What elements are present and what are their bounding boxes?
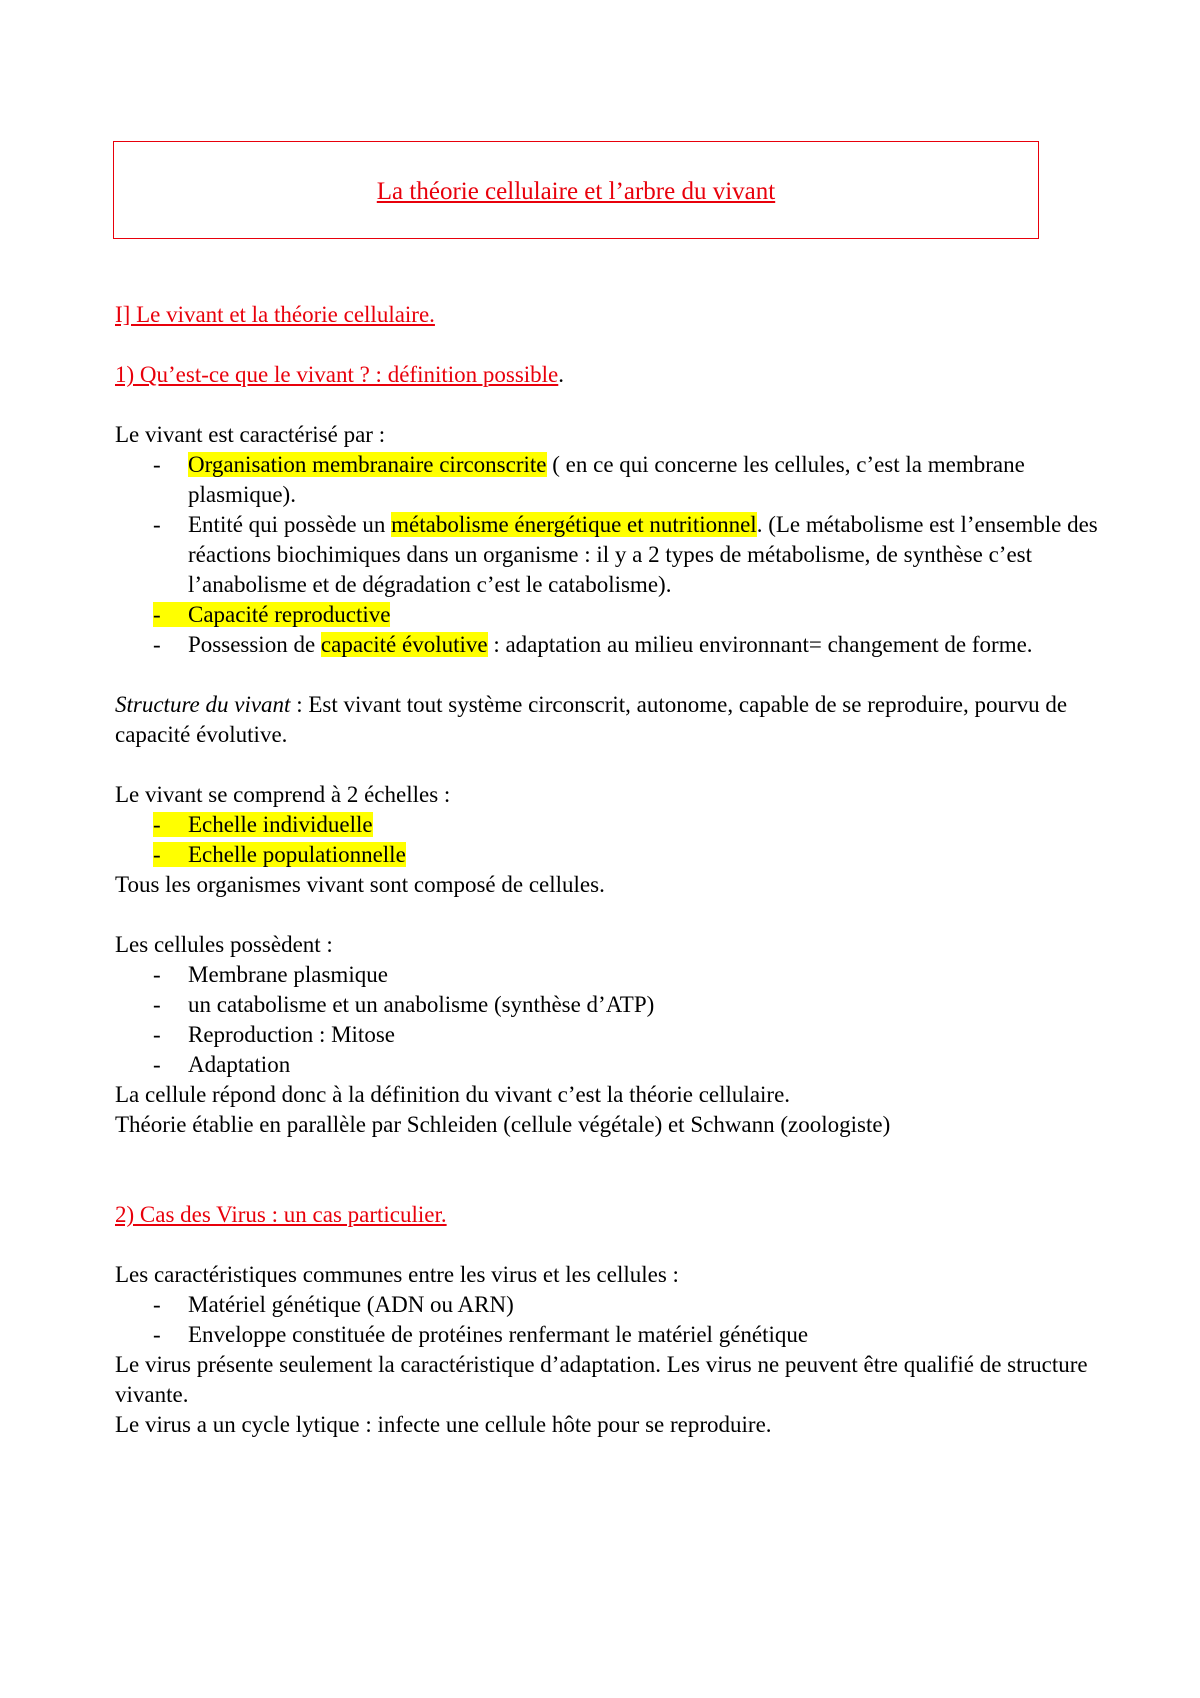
virus-list <box>115 1290 1115 1350</box>
list-item: - Possession de capacité évolutive : adaptation au milieu environnant= changement de forme. <box>153 632 1033 657</box>
cells-intro: Les cellules possèdent : <box>115 932 333 957</box>
list-item: - Entité qui possède un métabolisme énergétique et nutritionnel. (Le métabolisme est l’ensemble des réactions biochimiques dans un organisme : il y a 2 types de métabolisme, de synthèse c’est l’anabolisme et de dégradation c’est le catabolisme). <box>153 512 1098 597</box>
list-item: - Organisation membranaire circonscrite ( en ce qui concerne les cellules, c’est la membrane plasmique). <box>153 452 1025 507</box>
scales-intro: Le vivant se comprend à 2 échelles : <box>115 782 451 807</box>
subsection-1-heading: 1) Qu’est-ce que le vivant ? : définition possible. <box>115 362 565 387</box>
virus-intro: Les caractéristiques communes entre les virus et les cellules : <box>115 1262 679 1287</box>
characteristics-intro: Le vivant est caractérisé par : <box>115 422 386 447</box>
list-item: - un catabolisme et un anabolisme (synthèse d’ATP) <box>153 992 655 1017</box>
cell-theory-authors: Théorie établie en parallèle par Schleiden (cellule végétale) et Schwann (zoologiste) <box>115 1112 891 1137</box>
list-item: - Matériel génétique (ADN ou ARN) <box>153 1292 514 1317</box>
cells-list <box>115 960 1115 1080</box>
list-item: - Adaptation <box>153 1052 291 1077</box>
list-item: - Capacité reproductive <box>153 602 391 627</box>
subsection-2-heading: 2) Cas des Virus : un cas particulier. <box>115 1202 447 1227</box>
title-box <box>113 141 1039 239</box>
cell-theory-conclusion: La cellule répond donc à la définition du vivant c’est la théorie cellulaire. <box>115 1082 791 1107</box>
virus-lytic-cycle-text: Le virus a un cycle lytique : infecte une cellule hôte pour se reproduire. <box>115 1412 772 1437</box>
structure-definition: Structure du vivant : Est vivant tout système circonscrit, autonome, capable de se reproduire, pourvu de capacité évolutive. <box>115 692 1068 747</box>
list-item: - Enveloppe constituée de protéines renfermant le matériel génétique <box>153 1322 809 1347</box>
list-item: - Echelle populationnelle <box>153 842 406 867</box>
list-item: - Echelle individuelle <box>153 812 373 837</box>
list-item: - Membrane plasmique <box>153 962 388 987</box>
list-item: - Reproduction : Mitose <box>153 1022 395 1047</box>
scales-list <box>115 810 1115 870</box>
section-1-heading: I] Le vivant et la théorie cellulaire. <box>115 302 435 327</box>
all-organisms-cells: Tous les organismes vivant sont composé de cellules. <box>115 872 605 897</box>
virus-adaptation-text: Le virus présente seulement la caractéristique d’adaptation. Les virus ne peuvent être qualifié de structure vivante. <box>115 1352 1088 1407</box>
document-title: La théorie cellulaire et l’arbre du vivant <box>376 178 776 205</box>
characteristics-list <box>115 450 1115 660</box>
document-body <box>115 300 1115 1440</box>
